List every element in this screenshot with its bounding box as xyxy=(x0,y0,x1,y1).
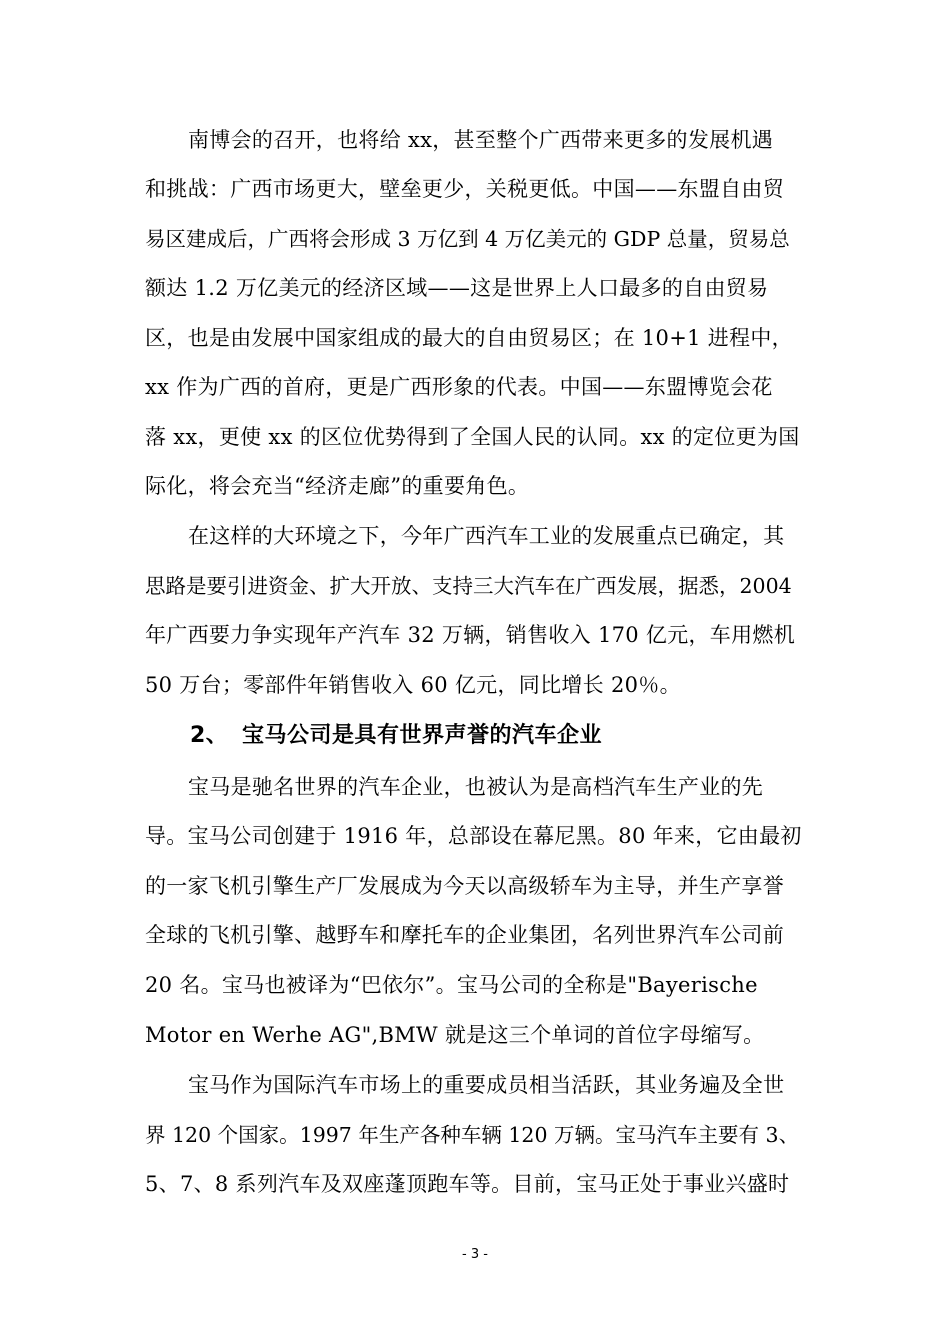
text-line: xx 作为广西的首府，更是广西形象的代表。中国——东盟博览会花 xyxy=(145,375,773,399)
section-number: 2、 xyxy=(190,723,229,748)
section-heading xyxy=(190,711,602,761)
text-line: 区，也是由发展中国家组成的最大的自由贸易区；在 10+1 进程中， xyxy=(145,326,793,350)
text-line: 思路是要引进资金、扩大开放、支持三大汽车在广西发展，据悉，2004 xyxy=(145,574,792,598)
text-line: 的一家飞机引擎生产厂发展成为今天以高级轿车为主导，并生产享誉 xyxy=(145,874,784,898)
text-line: 20 名。宝马也被译为“巴依尔”。宝马公司的全称是"Bayerische xyxy=(145,973,758,997)
text-line: 和挑战：广西市场更大，壁垒更少，关税更低。中国——东盟自由贸 xyxy=(145,177,784,201)
text-line: 宝马作为国际汽车市场上的重要成员相当活跃，其业务遍及全世 xyxy=(188,1073,785,1097)
text-line: 界 120 个国家。1997 年生产各种车辆 120 万辆。宝马汽车主要有 3、 xyxy=(145,1123,800,1147)
text-line: 南博会的召开，也将给 xx，甚至整个广西带来更多的发展机遇 xyxy=(188,128,774,152)
text-line: 额达 1.2 万亿美元的经济区域——这是世界上人口最多的自由贸易 xyxy=(145,276,769,300)
text-line: 年广西要力争实现年产汽车 32 万辆，销售收入 170 亿元，车用燃机 xyxy=(145,623,796,647)
text-line: 50 万台；零部件年销售收入 60 亿元，同比增长 20％。 xyxy=(145,673,681,697)
text-line: 落 xx，更使 xx 的区位优势得到了全国人民的认同。xx 的定位更为国 xyxy=(145,425,800,449)
text-line: 在这样的大环境之下，今年广西汽车工业的发展重点已确定，其 xyxy=(188,524,785,548)
text-line: 5、7、8 系列汽车及双座蓬顶跑车等。目前，宝马正处于事业兴盛时 xyxy=(145,1172,790,1196)
page-number: - 3 - xyxy=(462,1247,488,1262)
text-line: Motor en Werhe AG",BMW 就是这三个单词的首位字母缩写。 xyxy=(145,1023,765,1047)
text-line: 易区建成后，广西将会形成 3 万亿到 4 万亿美元的 GDP 总量，贸易总 xyxy=(145,227,790,251)
text-line: 全球的飞机引擎、越野车和摩托车的企业集团，名列世界汽车公司前 xyxy=(145,923,784,947)
text-line: 际化，将会充当“经济走廊”的重要角色。 xyxy=(145,474,530,498)
text-line: 宝马是驰名世界的汽车企业，也被认为是高档汽车生产业的先 xyxy=(188,775,764,799)
text-line: 导。宝马公司创建于 1916 年，总部设在幕尼黑。80 年来，它由最初 xyxy=(145,824,802,848)
section-title: 宝马公司是具有世界声誉的汽车企业 xyxy=(242,723,603,748)
